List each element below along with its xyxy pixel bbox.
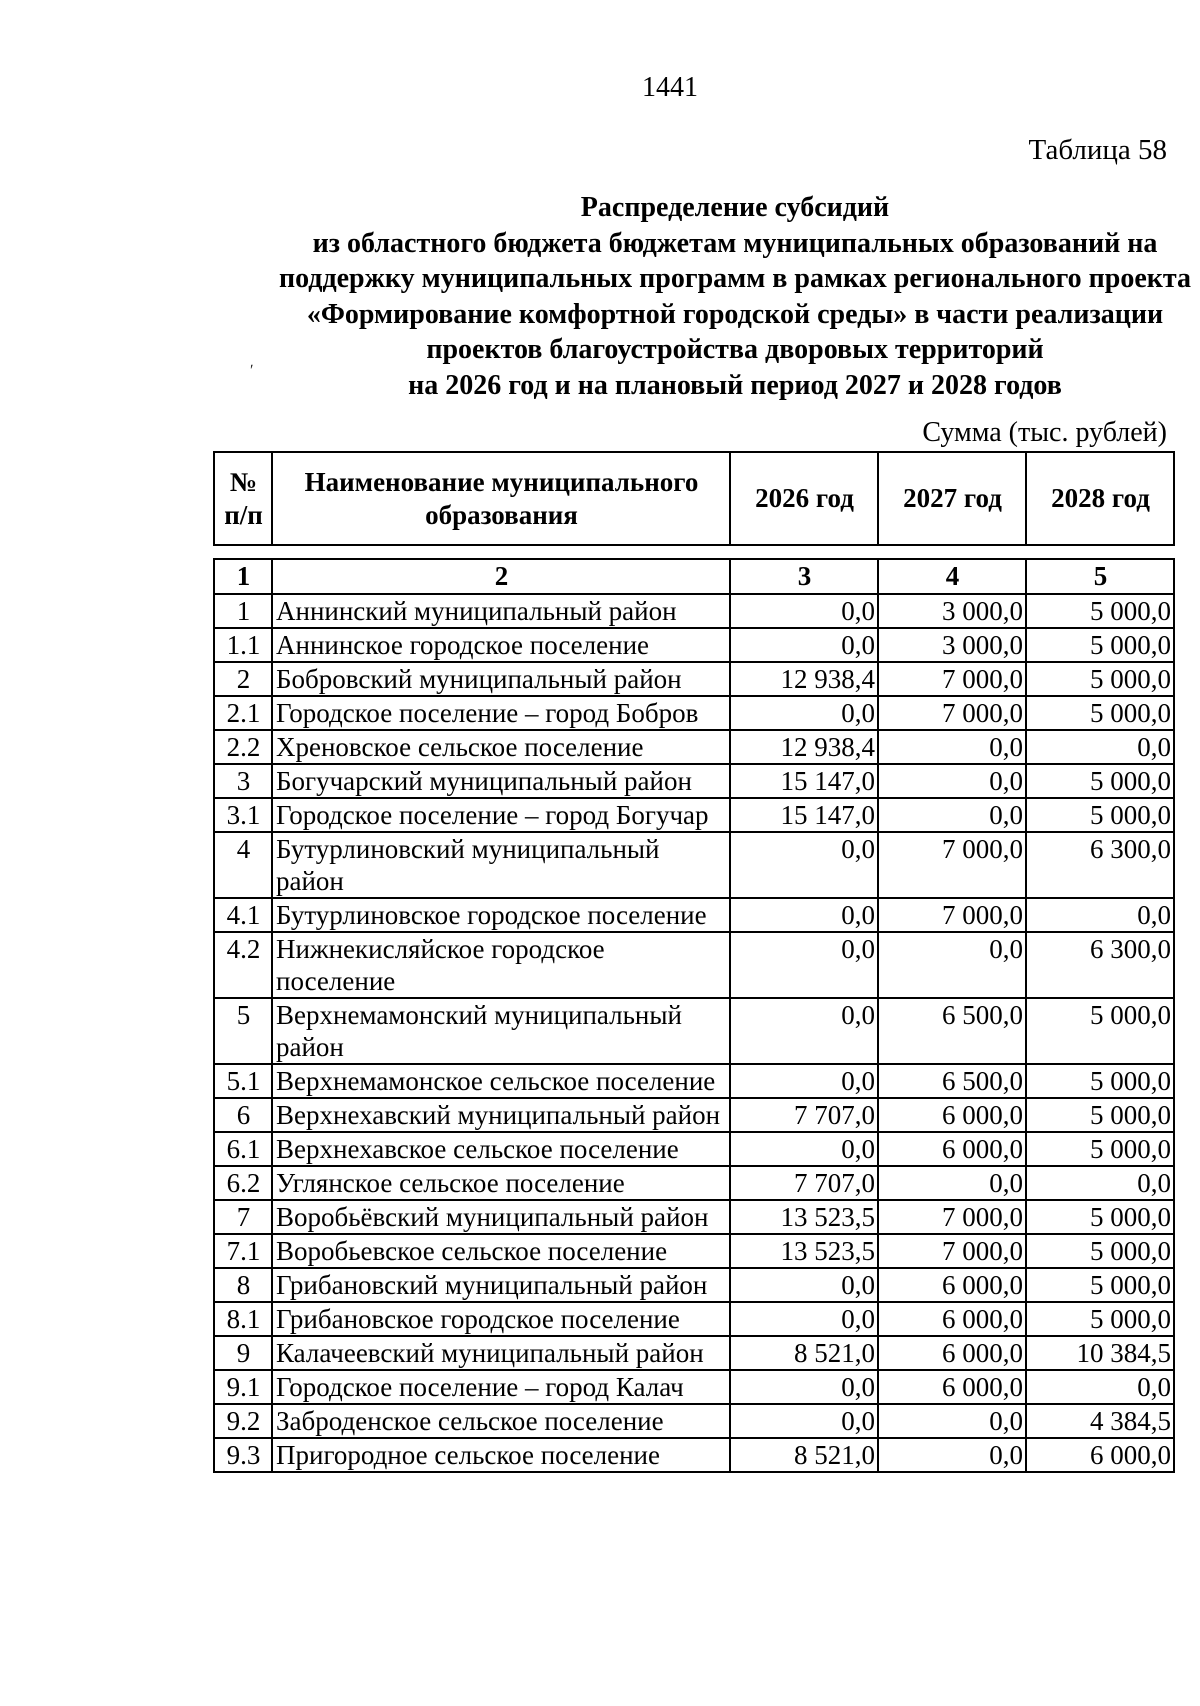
row-number-cell: 5 [214, 998, 272, 1064]
row-value-2027-cell: 6 500,0 [878, 1064, 1026, 1098]
row-value-2028-cell: 5 000,0 [1026, 1302, 1174, 1336]
row-value-2026-cell: 0,0 [730, 1302, 878, 1336]
row-value-2027-cell: 0,0 [878, 1438, 1026, 1472]
row-value-2028-cell: 0,0 [1026, 898, 1174, 932]
title-line: на 2026 год и на плановый период 2027 и 2028 годов [408, 369, 1062, 401]
column-number: 2 [272, 559, 730, 594]
row-name-cell: Верхнемамонское сельское поселение [272, 1064, 730, 1098]
scan-artifact-mark: ʹ [250, 362, 254, 379]
header-row [214, 452, 1174, 545]
row-value-2026-cell: 0,0 [730, 832, 878, 898]
row-number-cell: 1 [214, 594, 272, 628]
row-value-2028-cell: 0,0 [1026, 730, 1174, 764]
row-value-2026-cell: 0,0 [730, 998, 878, 1064]
header-name [272, 452, 730, 545]
title-line: поддержку муниципальных программ в рамках регионального проекта [278, 263, 1192, 294]
row-name-cell: Грибановское городское поселение [272, 1302, 730, 1336]
table-row [214, 1268, 1174, 1302]
row-value-2027-cell: 3 000,0 [878, 628, 1026, 662]
row-value-2027-cell: 0,0 [878, 1166, 1026, 1200]
row-name-cell: Городское поселение – город Калач [272, 1370, 730, 1404]
row-value-2028-cell: 5 000,0 [1026, 1098, 1174, 1132]
row-value-2027-cell: 6 500,0 [878, 998, 1026, 1064]
row-value-2027-cell: 7 000,0 [878, 696, 1026, 730]
header-num-line2: п/п [224, 499, 263, 530]
row-value-2026-cell: 7 707,0 [730, 1098, 878, 1132]
row-name-cell: Углянское сельское поселение [272, 1166, 730, 1200]
table-row [214, 932, 1174, 998]
table-row [214, 1064, 1174, 1098]
row-name-cell: Аннинское городское поселение [272, 628, 730, 662]
units-label: Сумма (тыс. рублей) [922, 417, 1167, 448]
header-name-line1: Наименование муниципального [304, 466, 699, 497]
row-value-2026-cell: 8 521,0 [730, 1336, 878, 1370]
column-number: 3 [730, 559, 878, 594]
row-value-2026-cell: 7 707,0 [730, 1166, 878, 1200]
row-name-cell: Пригородное сельское поселение [272, 1438, 730, 1472]
row-value-2027-cell: 7 000,0 [878, 1200, 1026, 1234]
row-number-cell: 8.1 [214, 1302, 272, 1336]
row-value-2027-cell: 7 000,0 [878, 662, 1026, 696]
row-number-cell: 2.1 [214, 696, 272, 730]
row-value-2027-cell: 6 000,0 [878, 1098, 1026, 1132]
row-value-2027-cell: 6 000,0 [878, 1336, 1026, 1370]
row-value-2027-cell: 0,0 [878, 932, 1026, 998]
column-number: 5 [1026, 559, 1174, 594]
row-value-2026-cell: 0,0 [730, 1132, 878, 1166]
subsidy-table [213, 558, 1175, 1473]
row-number-cell: 3.1 [214, 798, 272, 832]
table-row [214, 1200, 1174, 1234]
row-value-2026-cell: 15 147,0 [730, 798, 878, 832]
table-row [214, 1302, 1174, 1336]
row-value-2028-cell: 5 000,0 [1026, 998, 1174, 1064]
row-name-cell: Городское поселение – город Богучар [272, 798, 730, 832]
row-value-2026-cell: 0,0 [730, 1370, 878, 1404]
row-number-cell: 9.1 [214, 1370, 272, 1404]
row-value-2026-cell: 0,0 [730, 1268, 878, 1302]
row-value-2026-cell: 0,0 [730, 1064, 878, 1098]
row-number-cell: 4.2 [214, 932, 272, 998]
row-value-2026-cell: 12 938,4 [730, 662, 878, 696]
row-name-cell: Бутурлиновский муниципальный район [272, 832, 730, 898]
row-name-cell: Калачеевский муниципальный район [272, 1336, 730, 1370]
document-title [180, 190, 1200, 403]
header-name-line2: образования [425, 499, 578, 530]
row-name-cell: Верхнемамонский муниципальный район [272, 998, 730, 1064]
header-num-line1: № [229, 466, 258, 497]
row-value-2027-cell: 6 000,0 [878, 1302, 1026, 1336]
column-number-row [214, 559, 1174, 594]
row-value-2026-cell: 0,0 [730, 898, 878, 932]
table-row [214, 798, 1174, 832]
row-value-2028-cell: 5 000,0 [1026, 1064, 1174, 1098]
table-row [214, 662, 1174, 696]
row-value-2028-cell: 5 000,0 [1026, 764, 1174, 798]
row-value-2028-cell: 0,0 [1026, 1370, 1174, 1404]
row-value-2028-cell: 4 384,5 [1026, 1404, 1174, 1438]
table-row [214, 1370, 1174, 1404]
row-value-2026-cell: 0,0 [730, 594, 878, 628]
table-row [214, 1166, 1174, 1200]
row-value-2026-cell: 13 523,5 [730, 1200, 878, 1234]
row-value-2028-cell: 10 384,5 [1026, 1336, 1174, 1370]
row-name-cell: Богучарский муниципальный район [272, 764, 730, 798]
row-value-2028-cell: 5 000,0 [1026, 628, 1174, 662]
row-value-2026-cell: 13 523,5 [730, 1234, 878, 1268]
title-line: «Формирование комфортной городской среды» в части реализации [306, 298, 1164, 330]
table-row [214, 696, 1174, 730]
row-value-2026-cell: 12 938,4 [730, 730, 878, 764]
row-name-cell: Воробьёвский муниципальный район [272, 1200, 730, 1234]
row-name-cell: Бутурлиновское городское поселение [272, 898, 730, 932]
row-name-cell: Хреновское сельское поселение [272, 730, 730, 764]
table-row [214, 832, 1174, 898]
table-row [214, 730, 1174, 764]
row-value-2027-cell: 7 000,0 [878, 1234, 1026, 1268]
row-value-2027-cell: 6 000,0 [878, 1132, 1026, 1166]
column-number: 1 [214, 559, 272, 594]
row-name-cell: Верхнехавский муниципальный район [272, 1098, 730, 1132]
row-number-cell: 6.2 [214, 1166, 272, 1200]
row-name-cell: Воробьевское сельское поселение [272, 1234, 730, 1268]
row-value-2026-cell: 0,0 [730, 696, 878, 730]
row-value-2027-cell: 0,0 [878, 764, 1026, 798]
table-header [213, 451, 1175, 546]
header-year-2028: 2028 год [1026, 452, 1174, 545]
row-number-cell: 1.1 [214, 628, 272, 662]
row-value-2027-cell: 7 000,0 [878, 832, 1026, 898]
title-line: из областного бюджета бюджетам муниципальных образований на [312, 227, 1158, 259]
row-name-cell: Аннинский муниципальный район [272, 594, 730, 628]
row-number-cell: 8 [214, 1268, 272, 1302]
header-year-2027: 2027 год [878, 452, 1026, 545]
row-value-2028-cell: 0,0 [1026, 1166, 1174, 1200]
row-number-cell: 7.1 [214, 1234, 272, 1268]
row-number-cell: 2.2 [214, 730, 272, 764]
row-number-cell: 6.1 [214, 1132, 272, 1166]
column-number: 4 [878, 559, 1026, 594]
title-line: Распределение субсидий [580, 192, 890, 223]
row-value-2028-cell: 5 000,0 [1026, 1200, 1174, 1234]
row-number-cell: 9 [214, 1336, 272, 1370]
row-value-2028-cell: 5 000,0 [1026, 594, 1174, 628]
row-value-2028-cell: 5 000,0 [1026, 798, 1174, 832]
row-number-cell: 6 [214, 1098, 272, 1132]
table-row [214, 1336, 1174, 1370]
row-name-cell: Бобровский муниципальный район [272, 662, 730, 696]
row-name-cell: Заброденское сельское поселение [272, 1404, 730, 1438]
row-value-2026-cell: 0,0 [730, 932, 878, 998]
row-value-2026-cell: 0,0 [730, 628, 878, 662]
table-row [214, 1098, 1174, 1132]
row-value-2027-cell: 3 000,0 [878, 594, 1026, 628]
row-value-2026-cell: 15 147,0 [730, 764, 878, 798]
row-value-2027-cell: 0,0 [878, 1404, 1026, 1438]
row-number-cell: 3 [214, 764, 272, 798]
row-value-2027-cell: 7 000,0 [878, 898, 1026, 932]
row-name-cell: Верхнехавское сельское поселение [272, 1132, 730, 1166]
table-row [214, 1438, 1174, 1472]
table-row [214, 594, 1174, 628]
row-number-cell: 4 [214, 832, 272, 898]
table-row [214, 1132, 1174, 1166]
table-row [214, 998, 1174, 1064]
header-num [214, 452, 272, 545]
row-value-2028-cell: 6 300,0 [1026, 832, 1174, 898]
row-value-2027-cell: 0,0 [878, 798, 1026, 832]
header-year-2026: 2026 год [730, 452, 878, 545]
row-value-2028-cell: 5 000,0 [1026, 1132, 1174, 1166]
row-number-cell: 4.1 [214, 898, 272, 932]
row-value-2027-cell: 0,0 [878, 730, 1026, 764]
title-line: проектов благоустройства дворовых территорий [426, 334, 1044, 365]
table-label: Таблица 58 [1028, 134, 1167, 166]
row-value-2028-cell: 6 000,0 [1026, 1438, 1174, 1472]
row-name-cell: Городское поселение – город Бобров [272, 696, 730, 730]
row-number-cell: 9.3 [214, 1438, 272, 1472]
row-value-2028-cell: 5 000,0 [1026, 1268, 1174, 1302]
row-value-2028-cell: 5 000,0 [1026, 662, 1174, 696]
row-number-cell: 9.2 [214, 1404, 272, 1438]
table-row [214, 898, 1174, 932]
table-row [214, 1234, 1174, 1268]
row-number-cell: 5.1 [214, 1064, 272, 1098]
row-value-2027-cell: 6 000,0 [878, 1370, 1026, 1404]
row-value-2028-cell: 6 300,0 [1026, 932, 1174, 998]
row-value-2027-cell: 6 000,0 [878, 1268, 1026, 1302]
row-value-2026-cell: 8 521,0 [730, 1438, 878, 1472]
row-value-2026-cell: 0,0 [730, 1404, 878, 1438]
row-value-2028-cell: 5 000,0 [1026, 696, 1174, 730]
row-number-cell: 2 [214, 662, 272, 696]
table-row [214, 764, 1174, 798]
row-name-cell: Нижнекисляйское городское поселение [272, 932, 730, 998]
table-row [214, 628, 1174, 662]
row-value-2028-cell: 5 000,0 [1026, 1234, 1174, 1268]
row-name-cell: Грибановский муниципальный район [272, 1268, 730, 1302]
row-number-cell: 7 [214, 1200, 272, 1234]
table-row [214, 1404, 1174, 1438]
page-number: 1441 [642, 72, 698, 103]
